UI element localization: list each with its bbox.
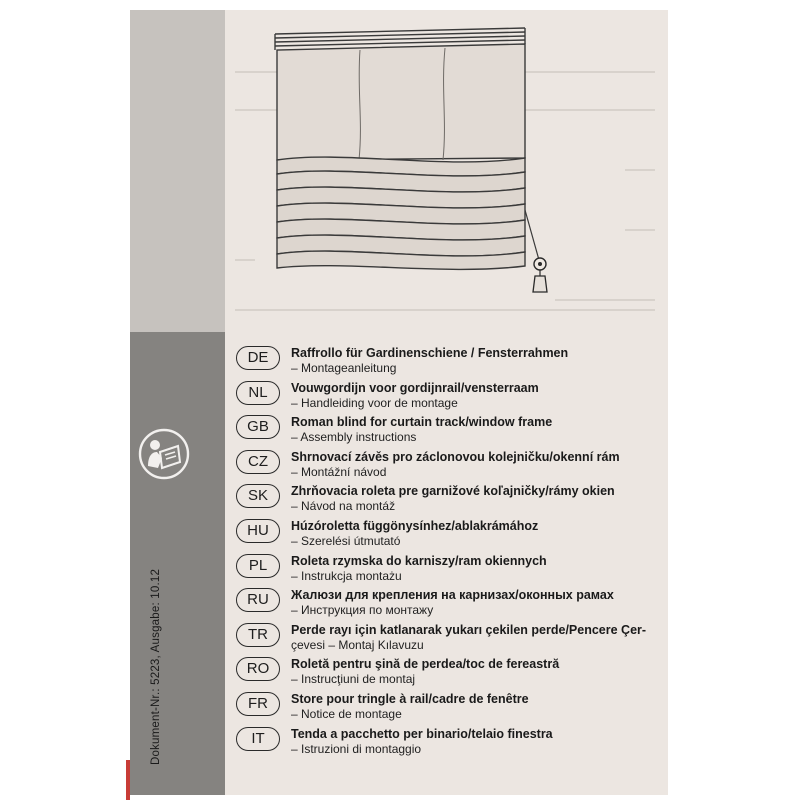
- language-code-badge: HU: [236, 519, 280, 543]
- language-code-badge: SK: [236, 484, 280, 508]
- language-title: Store pour tringle à rail/cadre de fenêtre: [291, 691, 529, 706]
- language-code-badge: FR: [236, 692, 280, 716]
- language-code-badge: TR: [236, 623, 280, 647]
- language-title: Zhrňovacia roleta pre garnižové koľajničky/rámy okien: [291, 484, 615, 499]
- language-row-hu: [236, 517, 656, 552]
- language-title: Perde rayı için katlanarak yukarı çekilen perde/Pencere Çer-: [291, 622, 647, 637]
- language-row-de: [236, 344, 656, 379]
- language-subtitle: – Instrukcja montażu: [291, 568, 402, 583]
- language-subtitle: – Montageanleitung: [291, 361, 397, 375]
- language-row-it: [236, 725, 656, 760]
- language-row-ro: [236, 655, 656, 690]
- language-subtitle: – Notice de montage: [291, 706, 402, 721]
- language-subtitle: – Instrucţiuni de montaj: [291, 672, 416, 687]
- read-manual-icon: [138, 428, 190, 480]
- language-row-sk: [236, 482, 656, 517]
- language-title: Raffrollo für Gardinenschiene / Fensterrahmen: [291, 346, 569, 360]
- language-row-pl: [236, 552, 656, 587]
- language-title: Roletă pentru şină de perdea/toc de fereastră: [291, 657, 560, 672]
- language-list: [236, 344, 656, 759]
- language-title: Roman blind for curtain track/window frame: [291, 415, 553, 430]
- language-subtitle: – Montážní návod: [291, 464, 387, 479]
- language-code-badge: DE: [236, 346, 280, 370]
- language-row-cz: [236, 448, 656, 483]
- language-code-badge: RO: [236, 657, 280, 681]
- language-subtitle: çevesi – Montaj Kılavuzu: [291, 637, 424, 652]
- language-code-badge: CZ: [236, 450, 280, 474]
- language-row-gb: [236, 413, 656, 448]
- language-subtitle: – Assembly instructions: [291, 430, 417, 445]
- language-code-badge: IT: [236, 727, 280, 751]
- language-code-badge: NL: [236, 381, 280, 405]
- language-code-badge: GB: [236, 415, 280, 439]
- language-title: Жалюзи для крепления на карнизах/оконных рамах: [291, 588, 614, 603]
- language-subtitle: – Istruzioni di montaggio: [291, 741, 422, 756]
- language-subtitle: – Návod na montáž: [291, 499, 396, 514]
- language-code-badge: PL: [236, 554, 280, 578]
- roman-blind-illustration: [225, 10, 668, 332]
- side-band-light: [130, 10, 225, 332]
- language-subtitle: – Инструкция по монтажу: [291, 603, 434, 618]
- language-title: Roleta rzymska do karniszy/ram okiennych: [291, 553, 547, 568]
- document-number: Dokument-Nr.: 5223, Ausgabe: 10.12: [150, 568, 162, 765]
- language-subtitle: – Szerelési útmutató: [291, 533, 401, 548]
- language-title: Tenda a pacchetto per binario/telaio finestra: [291, 726, 553, 741]
- language-title: Húzóroletta függönysínhez/ablakrámához: [291, 518, 539, 533]
- language-row-ru: [236, 586, 656, 621]
- language-code-badge: RU: [236, 588, 280, 612]
- language-subtitle: – Handleiding voor de montage: [291, 395, 458, 410]
- language-row-nl: [236, 379, 656, 414]
- language-title: Shrnovací závěs pro záclonovou kolejničku/okenní rám: [291, 449, 620, 464]
- language-row-tr: [236, 621, 656, 656]
- side-band-dark: [130, 332, 225, 795]
- language-row-fr: [236, 690, 656, 725]
- language-title: Vouwgordijn voor gordijnrail/vensterraam: [291, 380, 539, 395]
